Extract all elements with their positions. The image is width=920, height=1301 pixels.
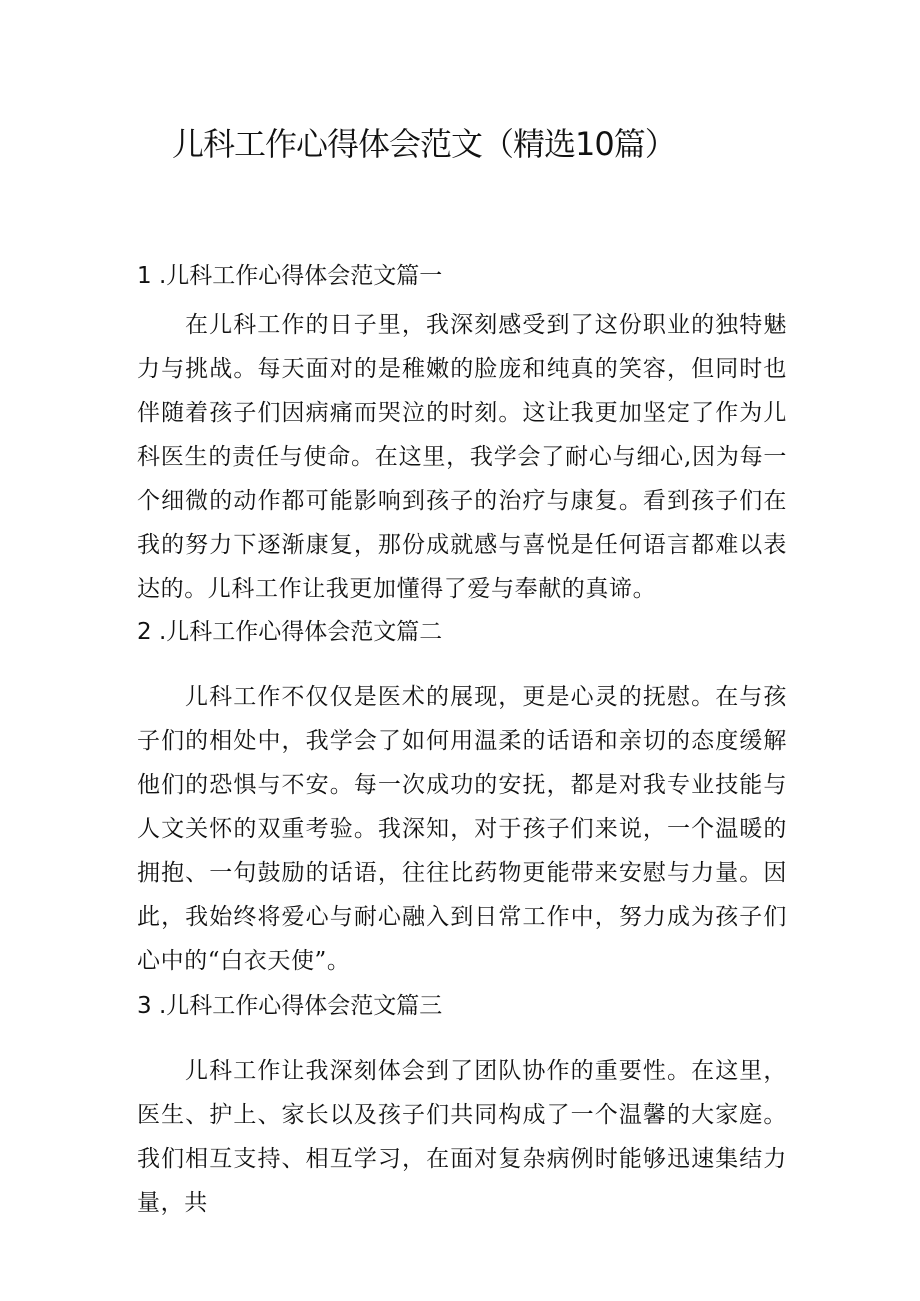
- section-heading-3: [137, 991, 442, 1021]
- section-body-3: 儿科工作让我深刻体会到了团队协作的重要性。在这里，医生、护上、家长以及孩子们共同构成了一个温馨的大家庭。我们相互支持、相互学习，在面对复杂病例时能够迅速集结力量，共: [137, 1058, 787, 1216]
- section-number-1: 1 .: [137, 263, 167, 289]
- section-body-1: 在儿科工作的日子里，我深刻感受到了这份职业的独特魅力与挑战。每天面对的是稚嫩的脸庞和纯真的笑容，但同时也伴随着孩子们因病痛而哭泣的时刻。这让我更加坚定了作为儿科医生的责任与使命。在这里，我学会了耐心与细心,因为每一个细微的动作都可能影响到孩子的治疗与康复。看到孩子们在我的努力下逐渐康复，那份成就感与喜悦是任何语言都难以表达的。儿科工作让我更加懂得了爱与奉献的真谛。: [137, 312, 787, 602]
- section-heading-text-3: 儿科工作心得体会范文篇三: [166, 993, 443, 1019]
- document-title: 儿科工作心得体会范文（精选10篇）: [172, 125, 676, 163]
- section-heading-text-2: 儿科工作心得体会范文篇二: [166, 619, 443, 645]
- section-number-2: 2 .: [137, 619, 167, 645]
- section-heading-1: [137, 261, 442, 291]
- section-heading-2: [137, 617, 442, 647]
- section-body-2: 儿科工作不仅仅是医术的展现，更是心灵的抚慰。在与孩子们的相处中，我学会了如何用温柔的话语和亲切的态度缓解他们的恐惧与不安。每一次成功的安抚，都是对我专业技能与人文关怀的双重考验。我深知，对于孩子们来说，一个温暖的拥抱、一句鼓励的话语，往往比药物更能带来安慰与力量。因此，我始终将爱心与耐心融入到日常工作中，努力成为孩子们心中的“白衣天使”。: [137, 684, 787, 974]
- section-number-3: 3 .: [137, 993, 167, 1019]
- section-heading-text-1: 儿科工作心得体会范文篇一: [166, 263, 443, 289]
